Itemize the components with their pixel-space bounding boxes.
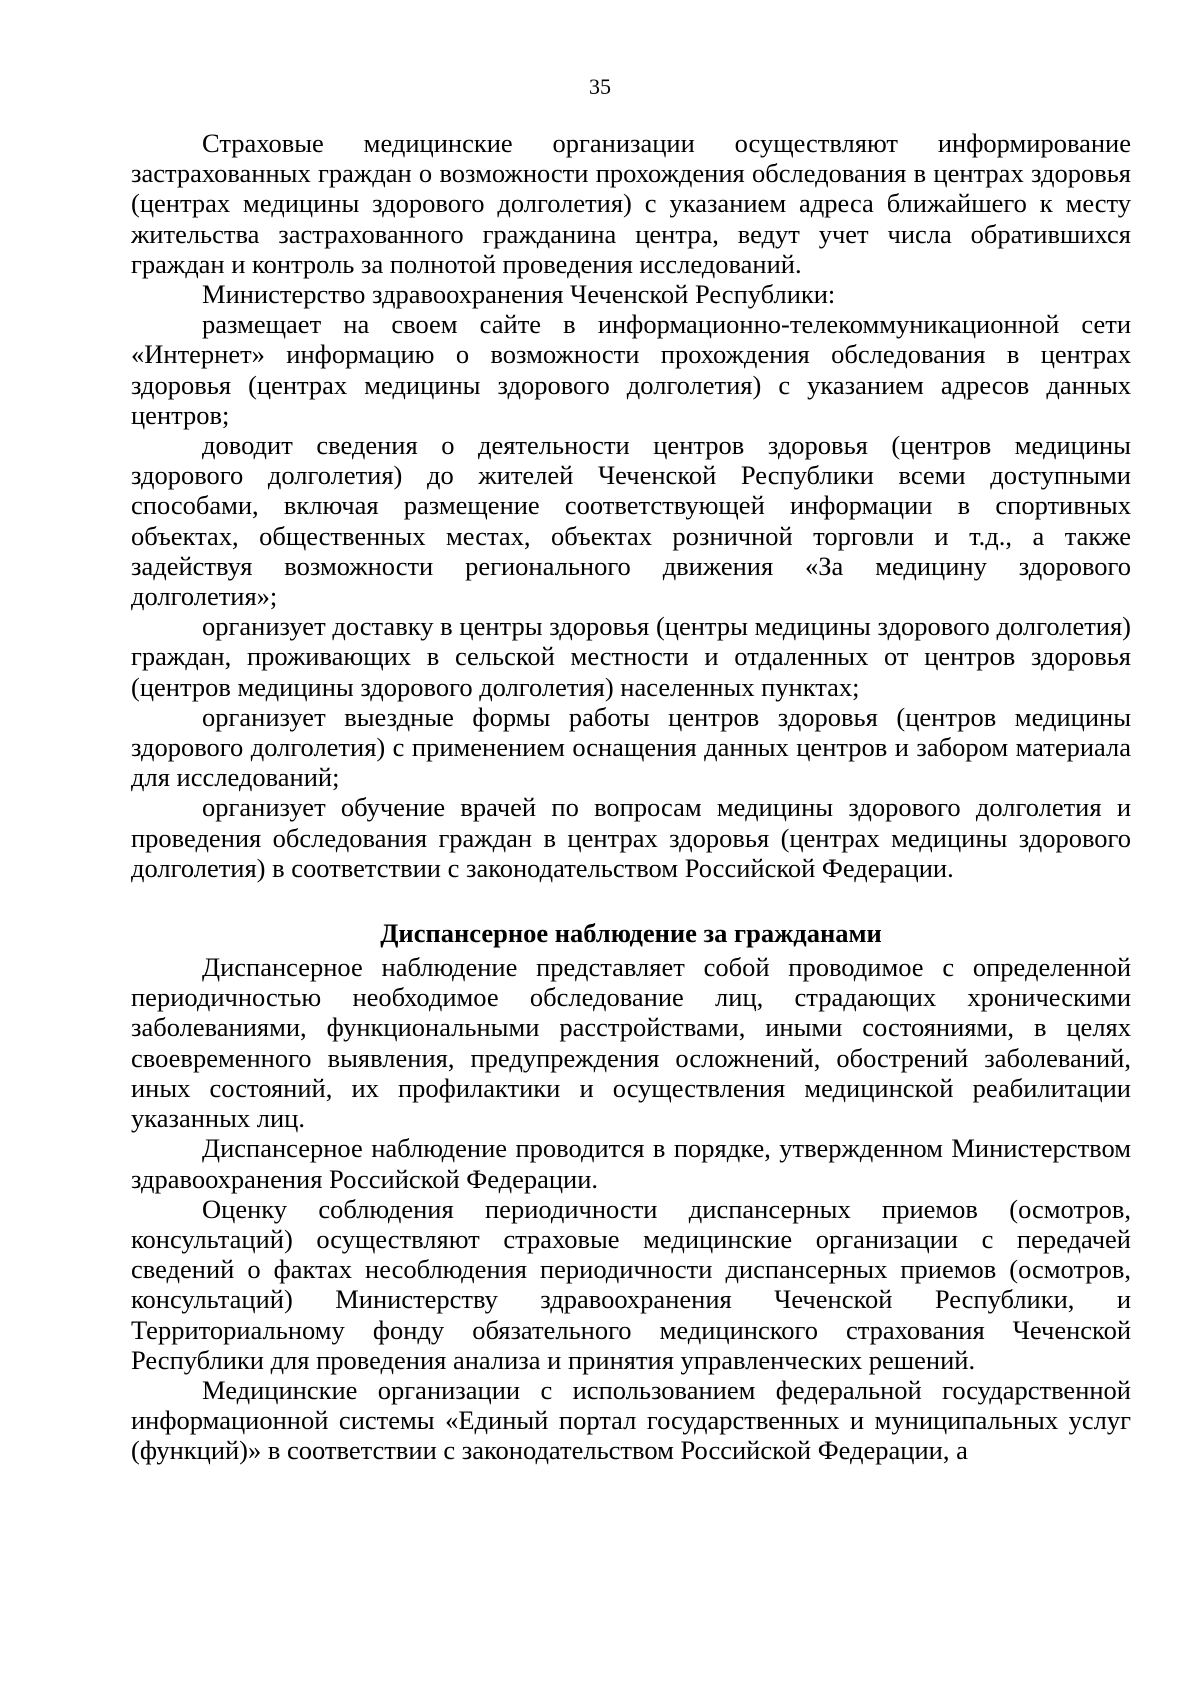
paragraph: организует обучение врачей по вопросам медицины здорового долголетия и проведения обследования граждан в центрах здоровья (центрах медицины здорового долголетия) в соответствии с законодательством Российской Федерации. — [131, 792, 1131, 883]
paragraph: размещает на своем сайте в информационно-телекоммуникационной сети «Интернет» информацию о возможности прохождения обследования в центрах здоровья (центрах медицины здорового долголетия) с указанием адресов данных центров; — [131, 309, 1131, 430]
paragraph: Страховые медицинские организации осуществляют информирование застрахованных граждан о возможности прохождения обследования в центрах здоровья (центрах медицины здорового долголетия) с указанием адреса ближайшего к месту жительства застрахованного гражданина центра, ведут учет числа обратившихся граждан и контроль за полнотой проведения исследований. — [131, 128, 1131, 279]
paragraph: Медицинские организации с использованием федеральной государственной информационной системы «Единый портал государственных и муниципальных услуг (функций)» в соответствии с законодательством Российской Федерации, а — [131, 1374, 1131, 1466]
document-body — [131, 128, 1131, 1466]
paragraph: Диспансерное наблюдение проводится в порядке, утвержденном Министерством здравоохранения Российской Федерации. — [131, 1133, 1131, 1194]
section-heading: Диспансерное наблюдение за гражданами — [380, 918, 882, 949]
paragraph: Оценку соблюдения периодичности диспансерных приемов (осмотров, консультаций) осуществляют страховые медицинские организации с передачей сведений о фактах несоблюдения периодичности диспансерных приемов (осмотров, консультаций) Министерству здравоохранения Чеченской Республики, и Территориальному фонду обязательного медицинского страхования Чеченской Республики для проведения анализа и принятия управленческих решений. — [131, 1193, 1131, 1375]
paragraph: организует выездные формы работы центров здоровья (центров медицины здорового долголетия) с применением оснащения данных центров и забором материала для исследований; — [131, 701, 1131, 793]
paragraph: Диспансерное наблюдение представляет собой проводимое с определенной периодичностью необходимое обследование лиц, страдающих хроническими заболеваниями, функциональными расстройствами, иными состояниями, в целях своевременного выявления, предупреждения осложнений, обострений заболеваний, иных состояний, их профилактики и осуществления медицинской реабилитации указанных лиц. — [131, 952, 1131, 1134]
paragraph: Министерство здравоохранения Чеченской Республики: — [202, 279, 836, 310]
page-number: 35 — [589, 74, 611, 99]
paragraph: доводит сведения о деятельности центров здоровья (центров медицины здорового долголетия) до жителей Чеченской Республики всеми доступными способами, включая размещение соответствующей информации в спортивных объектах, общественных местах, объектах розничной торговли и т.д., а также задействуя возможности регионального движения «За медицину здорового долголетия»; — [131, 430, 1131, 612]
paragraph: организует доставку в центры здоровья (центры медицины здорового долголетия) граждан, проживающих в сельской местности и отдаленных от центров здоровья (центров медицины здорового долголетия) населенных пунктах; — [131, 611, 1131, 702]
